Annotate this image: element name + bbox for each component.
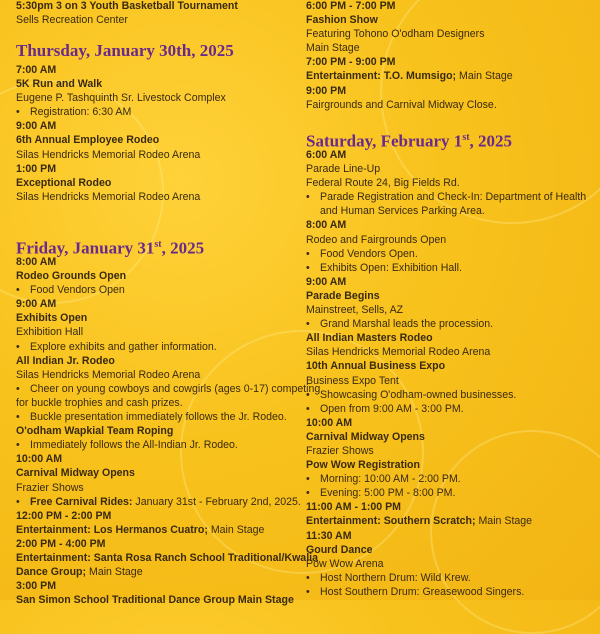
event-detail: Featuring Tohono O'odham Designers [306,28,485,41]
event-venue: Silas Hendricks Memorial Rodeo Arena [306,346,491,359]
event-venue: Pow Wow Arena [306,557,384,570]
bullet-rest: January 31st - February 2nd, 2025. [132,495,301,508]
event-time: 6:00 AM [306,149,347,161]
event-title: Entertainment: Santa Rosa Ranch School Traditional/Kwalia [16,551,318,564]
bullet-bold: Free Carnival Rides: [30,495,133,508]
friday-events [16,255,321,607]
event-venue: Mainstreet, Sells, AZ [306,304,404,317]
event-time: 9:00 AM [306,275,347,288]
event-title: Gourd Dance [306,543,373,556]
event-bullet: • Cheer on young cowboys and cowgirls (ages 0-17) competing [16,382,288,396]
event-bullet: • Buckle presentation immediately follows the Jr. Rodeo. [16,410,288,424]
event-title-partial: San Simon School Traditional Dance Group Main Stage [16,594,294,607]
top-event [16,0,288,27]
event-bullet-continued: for buckle trophies and cash prizes. [16,396,183,409]
event-time: 2:00 PM - 4:00 PM [16,537,106,550]
event-venue: Silas Hendricks Memorial Rodeo Arena [16,368,201,381]
event-venue: Federal Route 24, Big Fields Rd. [306,177,460,190]
event-title-line [16,565,288,579]
event-time: 12:00 PM - 2:00 PM [16,509,112,522]
event-time: 6:00 PM - 7:00 PM [306,0,396,12]
friday-heading-year: , 2025 [161,238,205,258]
event-time: 10:00 AM [306,416,353,429]
event-bullet: • Host Southern Drum: Greasewood Singers. [306,585,596,599]
event-stage: Main Stage [207,523,265,536]
event-title: All Indian Jr. Rodeo [16,354,115,367]
event-title: Entertainment: Los Hermanos Cuatro; [16,523,208,536]
event-venue: Sells Recreation Center [16,14,128,27]
event-title: Carnival Midway Opens [16,467,135,480]
event-stage: Main Stage [86,566,143,579]
event-bullet: • Showcasing O'odham-owned businesses. [306,388,596,402]
event-title: O'odham Wapkial Team Roping [16,425,174,438]
event-title: 10th Annual Business Expo [306,360,446,373]
event-bullet [16,495,301,509]
event-detail: Fairgrounds and Carnival Midway Close. [306,98,497,111]
event-venue: Silas Hendricks Memorial Rodeo Arena [16,190,201,203]
event-title-line [306,69,596,83]
event-time: 7:00 AM [16,64,57,76]
thursday-heading: Thursday, January 30th, 2025 [16,41,234,60]
event-title: Rodeo Grounds Open [16,270,127,283]
event-bullet: • Host Northern Drum: Wild Krew. [306,571,596,585]
event-stage: Main Stage [456,70,513,83]
event-title-line [16,523,288,537]
event-title-continued: Dance Group; [16,566,87,579]
event-time: 9:00 AM [16,120,57,133]
event-time: 10:00 AM [16,453,63,466]
event-bullet: • Food Vendors Open [16,283,288,297]
event-venue: Eugene P. Tashquinth Sr. Livestock Complex [16,92,226,105]
saturday-heading-text: Saturday, February 1 [306,131,463,151]
event-title: Exhibits Open [16,312,88,325]
event-title: Fashion Show [306,14,378,27]
event-title: Entertainment: T.O. Mumsigo; [306,70,457,83]
friday-heading-text: Friday, January 31 [16,238,155,258]
event-bullet: • Evening: 5:00 PM - 8:00 PM. [306,486,596,500]
saturday-heading-sup: st [462,132,470,143]
event-title: Carnival Midway Opens [306,430,425,443]
event-title: All Indian Masters Rodeo [306,332,433,345]
event-title: 5K Run and Walk [16,78,103,91]
event-bullet: • Open from 9:00 AM - 3:00 PM. [306,402,596,416]
friday-continued [306,0,596,112]
event-bullet: • Registration: 6:30 AM [16,105,288,119]
event-bullet: • Parade Registration and Check-In: Department of Health [306,190,596,204]
event-stage: Main Stage [475,515,533,528]
event-title: Exceptional Rodeo [16,176,112,189]
event-title: 6th Annual Employee Rodeo [16,134,160,147]
event-bullet: • Grand Marshal leads the procession. [306,317,596,331]
event-bullet: • Food Vendors Open. [306,247,596,261]
event-time: 1:00 PM [16,162,57,175]
event-time: 9:00 AM [16,298,57,311]
friday-heading-sup: st [154,239,162,250]
event-title: Rodeo and Fairgrounds Open [306,233,447,246]
saturday-events [306,148,596,599]
event-venue: Frazier Shows [16,481,84,494]
thursday-events [16,63,288,204]
event-bullet: • Exhibits Open: Exhibition Hall. [306,261,596,275]
event-stage: Main Stage [306,42,360,55]
event-bullet-continued: and Human Services Parking Area. [320,205,485,218]
event-venue: Frazier Shows [306,444,374,457]
event-time: 9:00 PM [306,84,347,97]
event-venue: Exhibition Hall [16,326,84,339]
event-bullet: • Explore exhibits and gather information. [16,340,288,354]
event-title-line [306,514,596,528]
event-time: 11:00 AM - 1:00 PM [306,501,401,514]
event-bullet: • Immediately follows the All-Indian Jr. Rodeo. [16,438,288,452]
event-bullet: • Morning: 10:00 AM - 2:00 PM. [306,472,596,486]
event-venue: Silas Hendricks Memorial Rodeo Arena [16,148,201,161]
saturday-heading-year: , 2025 [469,131,513,151]
event-title: Parade Line-Up [306,163,381,176]
event-time: 8:00 AM [306,219,347,232]
event-time: 3:00 PM [16,580,57,593]
event-venue: Business Expo Tent [306,374,399,387]
event-title: Entertainment: Southern Scratch; [306,515,476,528]
event-title: Pow Wow Registration [306,459,420,472]
event-title: Parade Begins [306,289,380,302]
event-time: 11:30 AM [306,529,352,542]
event-title: 5:30pm 3 on 3 Youth Basketball Tournament [16,0,238,12]
event-time: 7:00 PM - 9:00 PM [306,56,396,69]
event-time: 8:00 AM [16,256,57,268]
